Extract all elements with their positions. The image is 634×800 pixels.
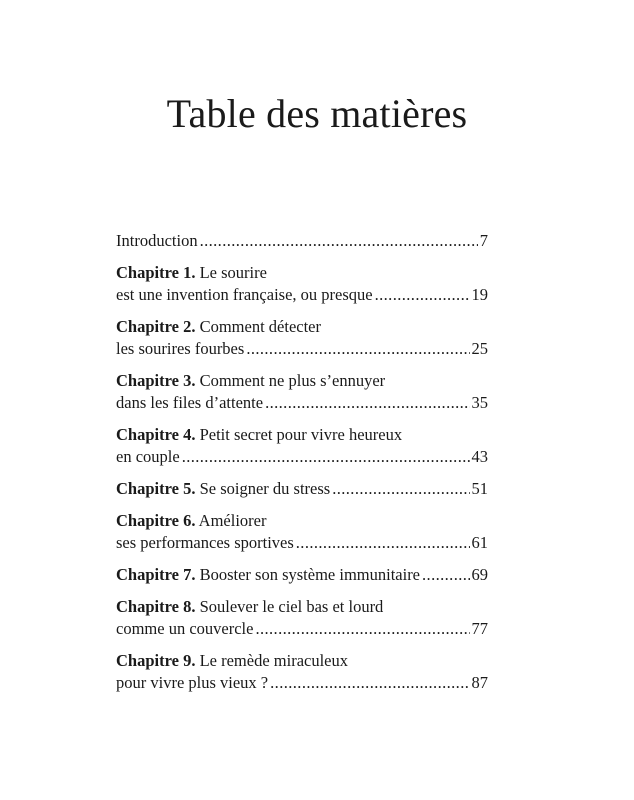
toc-entry-title-continued: ses performances sportives [116,533,294,552]
toc-entry-title-continued: les sourires fourbes [116,339,245,358]
table-of-contents [116,230,488,704]
dot-leader [182,446,470,468]
toc-line [116,510,488,532]
chapter-number: Chapitre 7. [116,565,196,584]
toc-line [116,596,488,618]
toc-entry-chapter-4 [116,424,488,468]
toc-entry-chapter-8 [116,596,488,640]
toc-line [116,672,488,694]
toc-line [116,230,488,252]
toc-page-number: 77 [471,619,488,638]
toc-entry-title: Se soigner du stress [199,479,331,498]
toc-line [116,338,488,360]
chapter-number: Chapitre 3. [116,371,196,390]
chapter-number: Chapitre 1. [116,263,196,282]
page-title: Table des matières [166,91,468,136]
toc-entry-chapter-2 [116,316,488,360]
chapter-number: Chapitre 8. [116,597,196,616]
toc-entry-title: Comment détecter [199,317,321,336]
toc-line [116,392,488,414]
toc-entry-title-continued: est une invention française, ou presque [116,285,373,304]
toc-page-number: 43 [471,447,488,466]
dot-leader [375,284,470,306]
toc-page-number: 25 [471,339,488,358]
toc-entry-chapter-5 [116,478,488,500]
chapter-number: Chapitre 6. [116,511,196,530]
toc-entry-title-continued: dans les files d’attente [116,393,264,412]
toc-page-number: 69 [471,565,488,584]
dot-leader [265,392,469,414]
toc-entry-chapter-3 [116,370,488,414]
toc-entry-title: Introduction [116,231,198,250]
toc-line [116,316,488,338]
toc-line [116,650,488,672]
toc-page-number: 51 [471,479,488,498]
toc-entry-title: Booster son système immunitaire [199,565,421,584]
toc-entry-introduction [116,230,488,252]
toc-page-number: 19 [471,285,488,304]
dot-leader [200,230,478,252]
dot-leader [246,338,469,360]
toc-line [116,446,488,468]
toc-line [116,262,488,284]
toc-line [116,618,488,640]
toc-line [116,370,488,392]
toc-entry-title: Améliorer [198,511,267,530]
toc-entry-title: Soulever le ciel bas et lourd [199,597,384,616]
toc-page-number: 35 [471,393,488,412]
toc-page-number: 61 [471,533,488,552]
chapter-number: Chapitre 9. [116,651,196,670]
toc-line [116,424,488,446]
toc-line [116,532,488,554]
toc-entry-chapter-7 [116,564,488,586]
dot-leader [296,532,470,554]
toc-line [116,284,488,306]
toc-entry-title-continued: pour vivre plus vieux ? [116,673,269,692]
toc-page-number: 87 [471,673,488,692]
toc-entry-title-continued: comme un couvercle [116,619,254,638]
toc-page-number: 7 [479,231,488,250]
dot-leader [422,564,469,586]
toc-entry-title-continued: en couple [116,447,180,466]
toc-entry-title: Comment ne plus s’ennuyer [199,371,386,390]
toc-entry-title: Le remède miraculeux [199,651,348,670]
toc-entry-chapter-6 [116,510,488,554]
toc-entry-chapter-1 [116,262,488,306]
chapter-number: Chapitre 5. [116,479,196,498]
toc-line [116,478,488,500]
dot-leader [270,672,469,694]
toc-entry-title: Le sourire [199,263,267,282]
toc-line [116,564,488,586]
dot-leader [332,478,469,500]
chapter-number: Chapitre 2. [116,317,196,336]
toc-entry-chapter-9 [116,650,488,694]
chapter-number: Chapitre 4. [116,425,196,444]
dot-leader [255,618,469,640]
toc-entry-title: Petit secret pour vivre heureux [199,425,403,444]
